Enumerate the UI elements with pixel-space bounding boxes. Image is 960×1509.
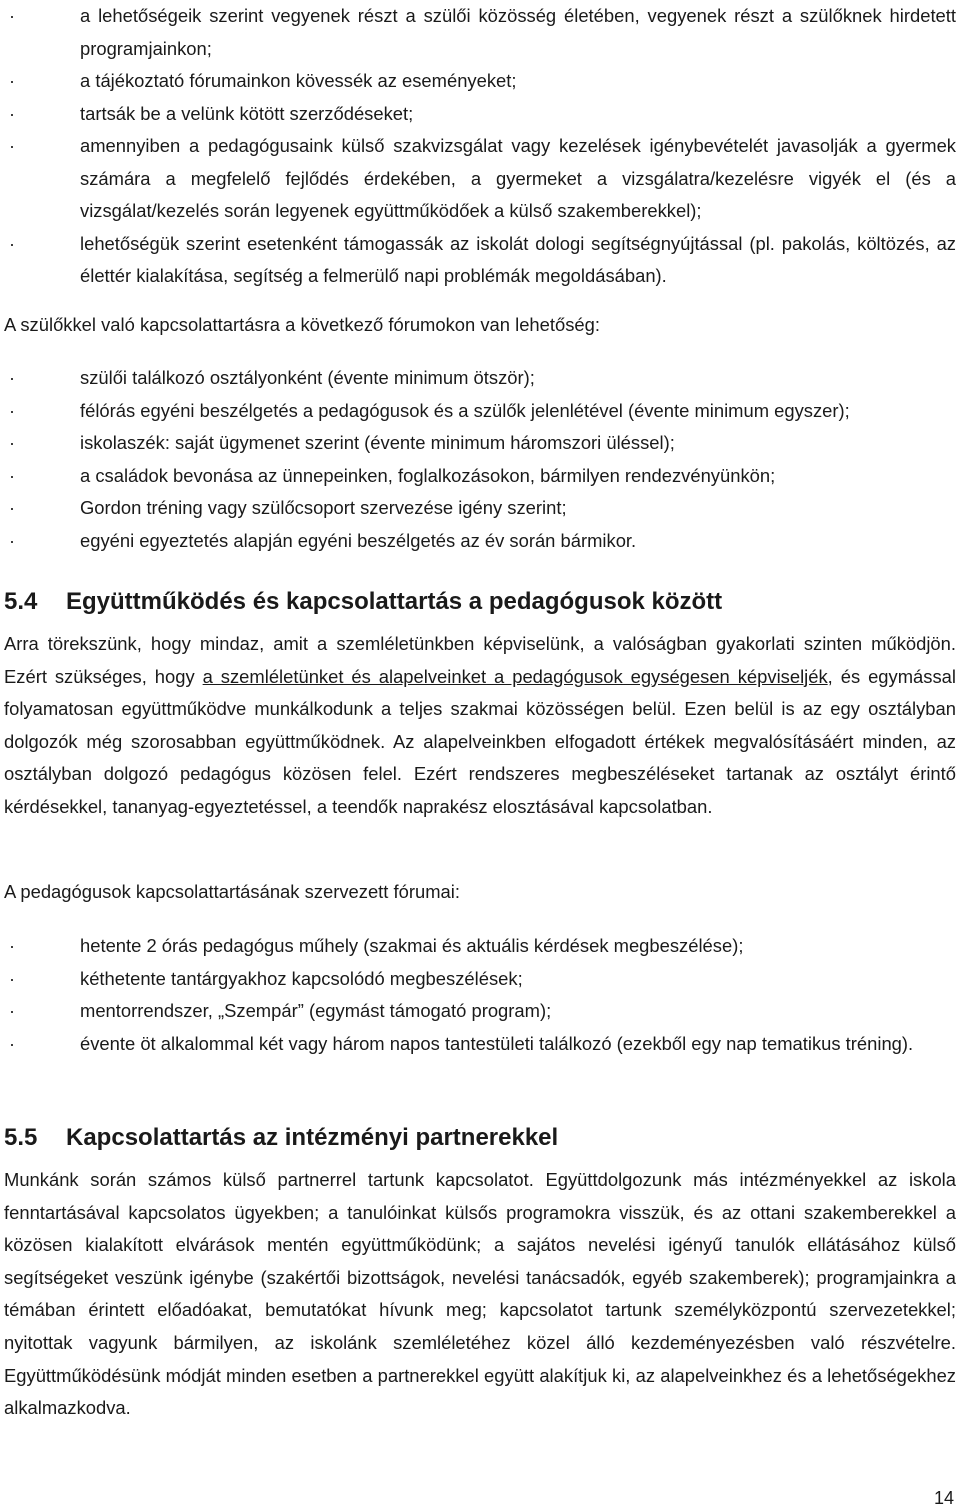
teacher-forums-list — [0, 930, 956, 1060]
forums-intro: A szülőkkel való kapcsolattartásra a következő fórumokon van lehetőség: — [4, 314, 600, 335]
section-heading-5-4 — [4, 586, 722, 618]
list-item: · mentorrendszer, „Szempár” (egymást támogató program); — [0, 995, 956, 1028]
bullet-icon: · — [9, 400, 15, 421]
list-item: · hetente 2 órás pedagógus műhely (szakmai és aktuális kérdések megbeszélése); — [0, 930, 956, 963]
list-item: · kéthetente tantárgyakhoz kapcsolódó megbeszélések; — [0, 963, 956, 996]
bullet-icon: · — [9, 968, 15, 989]
bullet-icon: · — [9, 233, 15, 254]
list-item: · amennyiben a pedagógusaink külső szakvizsgálat vagy kezelések igénybevételét javasolják a gyermek számára a megfelelő fejlődés érdekében, a gyermeket a vizsgálatra/kezelésre vigyék el (és a vizsgálat/kezelés során legyenek együttműködőek a külső szakemberekkel); — [0, 130, 956, 228]
bullet-icon: · — [9, 368, 15, 388]
bullet-icon: · — [9, 71, 15, 91]
list-item: · iskolaszék: saját ügymenet szerint (évente minimum háromszori üléssel); — [0, 427, 956, 460]
bullet-icon: · — [9, 6, 15, 26]
parent-forums-list — [0, 362, 956, 557]
bullet-icon: · — [9, 530, 15, 551]
parent-duties-list — [0, 0, 956, 293]
list-item: · a lehetőségeik szerint vegyenek részt a szülői közösség életében, vegyenek részt a szülőknek hirdetett programjainkon; — [0, 0, 956, 65]
list-item: · a tájékoztató fórumainkon kövessék az eseményeket; — [0, 65, 956, 98]
bullet-icon: · — [9, 103, 15, 124]
bullet-icon: · — [9, 1001, 15, 1021]
list-item: · lehetőségük szerint esetenként támogassák az iskolát dologi segítségnyújtással (pl. pakolás, költözés, az élettér kialakítása, segítség a felmerülő napi problémák megoldásában). — [0, 228, 956, 293]
page-number: 14 — [933, 1488, 954, 1508]
list-item: · Gordon tréning vagy szülőcsoport szervezése igény szerint; — [0, 492, 956, 525]
bullet-icon: · — [9, 936, 15, 956]
section-title: Együttműködés és kapcsolattartás a pedagógusok között — [66, 588, 723, 615]
bullet-icon: · — [9, 433, 15, 453]
section-title: Kapcsolattartás az intézményi partnerekkel — [66, 1124, 559, 1151]
section-number: 5.4 — [4, 588, 38, 615]
bullet-icon: · — [9, 1033, 15, 1054]
section-5-4-paragraph: Arra törekszünk, hogy mindaz, amit a szemléletünkben képviselünk, a valóságban gyakorlati szinten működjön. Ezért szükséges, hogy a szemléletünket és alapelveinket a pedagógusok egységesen képviseljék, és egymással folyamatosan együttműködve munkálkodunk a teljes szakmai közösségen belül. Ezen belül is az egy osztályban dolgozók még szorosabban együttműködnek. Az alapelveinkben elfogadott értékek megvalósításáért minden, az osztályban dolgozó pedagógus közösen felel. Ezért rendszeres megbeszéléseket tartanak az osztályt érintő kérdésekkel, tananyag-egyeztetéssel, a teendők naprakész elosztásával kapcsolatban. — [4, 633, 956, 817]
section-5-5-paragraph: Munkánk során számos külső partnerrel tartunk kapcsolatot. Együttdolgozunk más intézményekkel az iskola fenntartásával kapcsolatos ügyekben; a tanulóinkat külsős programokra visszük, és az ottani szakemberekkel a közösen kialakított elvárások mentén együttműködünk; a sajátos nevelési igényű tanulók ellátásához külső segítségeket veszünk igénybe (szakértői bizottságok, nevelési tanácsadók, egyéb szakemberek); programjainkra a témában érintett előadóakat, bemutatókat hívunk meg; kapcsolatot tartunk személyközpontú szervezetekkel; nyitottak vagyunk bármilyen, az iskolánk szemléletéhez közel álló kezdeményezésben való részvételre. Együttműködésünk módját minden esetben a partnerekkel együtt alakítjuk ki, az alapelveinkhez és a lehetőségekhez alkalmazkodva. — [4, 1169, 956, 1419]
list-item: · szülői találkozó osztályonként (évente minimum ötször); — [0, 362, 956, 395]
list-item: · évente öt alkalommal két vagy három napos tantestületi találkozó (ezekből egy nap tematikus tréning). — [0, 1028, 956, 1061]
list-item: · a családok bevonása az ünnepeinken, foglalkozásokon, bármilyen rendezvényünkön; — [0, 460, 956, 493]
teacher-forums-intro: A pedagógusok kapcsolattartásának szervezett fórumai: — [4, 881, 460, 902]
list-item: · tartsák be a velünk kötött szerződéseket; — [0, 98, 956, 131]
bullet-icon: · — [9, 136, 15, 156]
bullet-icon: · — [9, 465, 15, 486]
section-number: 5.5 — [4, 1124, 38, 1151]
list-item: · félórás egyéni beszélgetés a pedagógusok és a szülők jelenlétével (évente minimum egyszer); — [0, 395, 956, 428]
section-heading-5-5 — [4, 1122, 558, 1154]
underlined-phrase: a szemléletünket és alapelveinket a pedagógusok egységesen képviseljék — [202, 665, 828, 687]
list-item: · egyéni egyeztetés alapján egyéni beszélgetés az év során bármikor. — [0, 525, 956, 558]
bullet-icon: · — [9, 498, 15, 518]
